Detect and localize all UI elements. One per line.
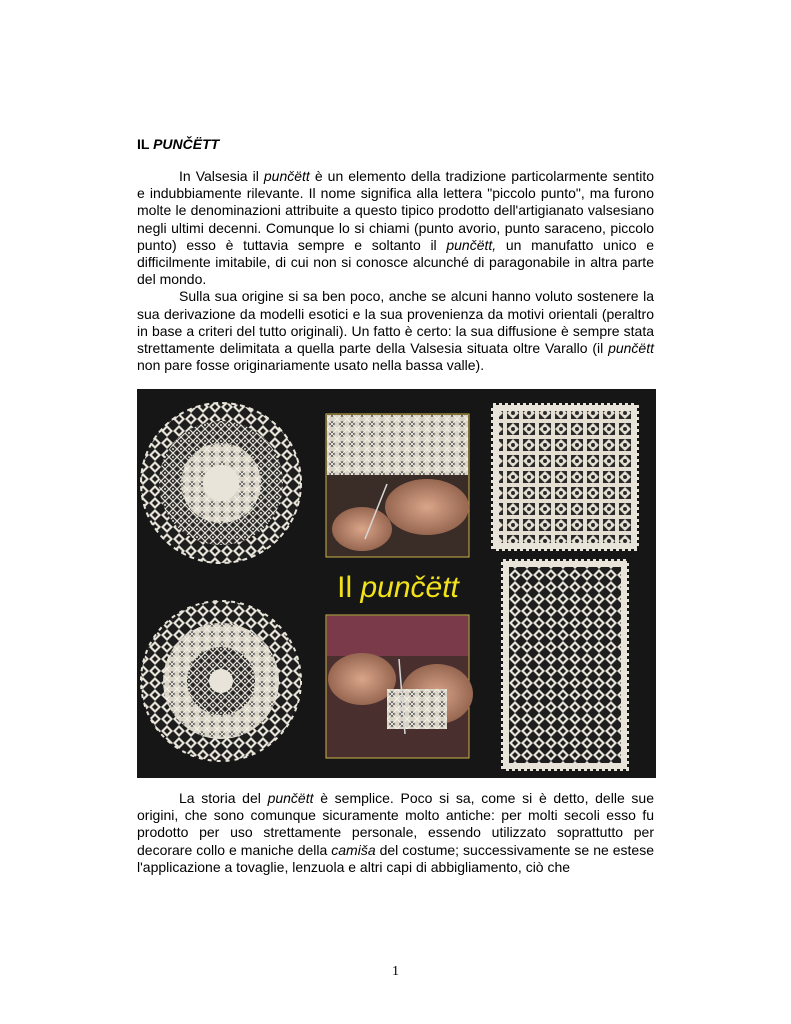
caption-prefix: Il <box>337 571 361 604</box>
round-doily-bottom <box>141 601 301 761</box>
italic-run: punčëtt, <box>446 236 497 253</box>
italic-run: camiša <box>331 841 376 858</box>
text-run: non pare fosse originariamente usato nella bassa valle). <box>137 357 485 374</box>
text-run: In Valsesia il <box>179 168 264 184</box>
hands-photo-top <box>326 414 469 557</box>
italic-run: punčëtt <box>608 340 654 357</box>
text-run: Sulla sua origine si sa ben poco, anche se alcuni hanno voluto sostenere la sua derivazione da modelli esotici e la sua provenienza da motivi orientali (peraltro in base a criteri del tutto originali). Un fatto è certo: la sua diffusione è sempre stata strettamente delimitata a quella parte della Valsesia situata oltre Varallo (il <box>137 288 654 357</box>
round-doily-top <box>141 403 301 563</box>
paragraph <box>137 288 654 374</box>
text-run: La storia del <box>179 790 268 806</box>
body-text-top <box>137 168 654 374</box>
text-run: del costume; successivamente se ne estese l'applicazione a tovaglie, lenzuola e altri capi di abbigliamento, ciò che <box>137 841 655 875</box>
figure-caption <box>337 571 460 604</box>
text-run: un manufatto unico e difficilmente imitabile, di cui non si conosce alcunché di paragonabile in altra parte del mondo. <box>137 236 654 288</box>
section-heading <box>137 136 219 152</box>
paragraph <box>137 790 654 876</box>
heading-prefix: IL <box>137 136 154 152</box>
caption-italic: punčëtt <box>360 571 459 604</box>
italic-run: punčëtt <box>263 168 310 184</box>
italic-run: punčëtt <box>267 790 314 806</box>
text-run: è un elemento della tradizione particolarmente sentito e indubbiamente rilevante. Il nome significa alla lettera "piccolo punto", ma furono molte le denominazioni attribuite a questo tipico prodotto dell'artigianato valsesiano negli ultimi decenni. Comunque lo si chiami (punto avorio, punto saraceno, piccolo punto) esso è tuttavia sempre e soltanto il <box>137 168 654 253</box>
square-lace <box>493 405 637 549</box>
puncett-photo-collage <box>137 389 656 778</box>
heading-italic: PUNČËTT <box>153 136 220 152</box>
text-run: è semplice. Poco si sa, come si è detto, delle sue origini, che sono comunque sicuramente molto antiche: per molti secoli esso fu prodotto per uso strettamente personale, essendo utilizzato soprattutto per decorare collo e maniche della <box>137 790 654 858</box>
hands-photo-bottom <box>326 615 473 758</box>
page-number: 1 <box>392 964 399 979</box>
body-text-bottom <box>137 790 654 876</box>
rectangular-lace <box>503 561 627 769</box>
paragraph <box>137 168 654 288</box>
collage-image <box>137 389 656 778</box>
